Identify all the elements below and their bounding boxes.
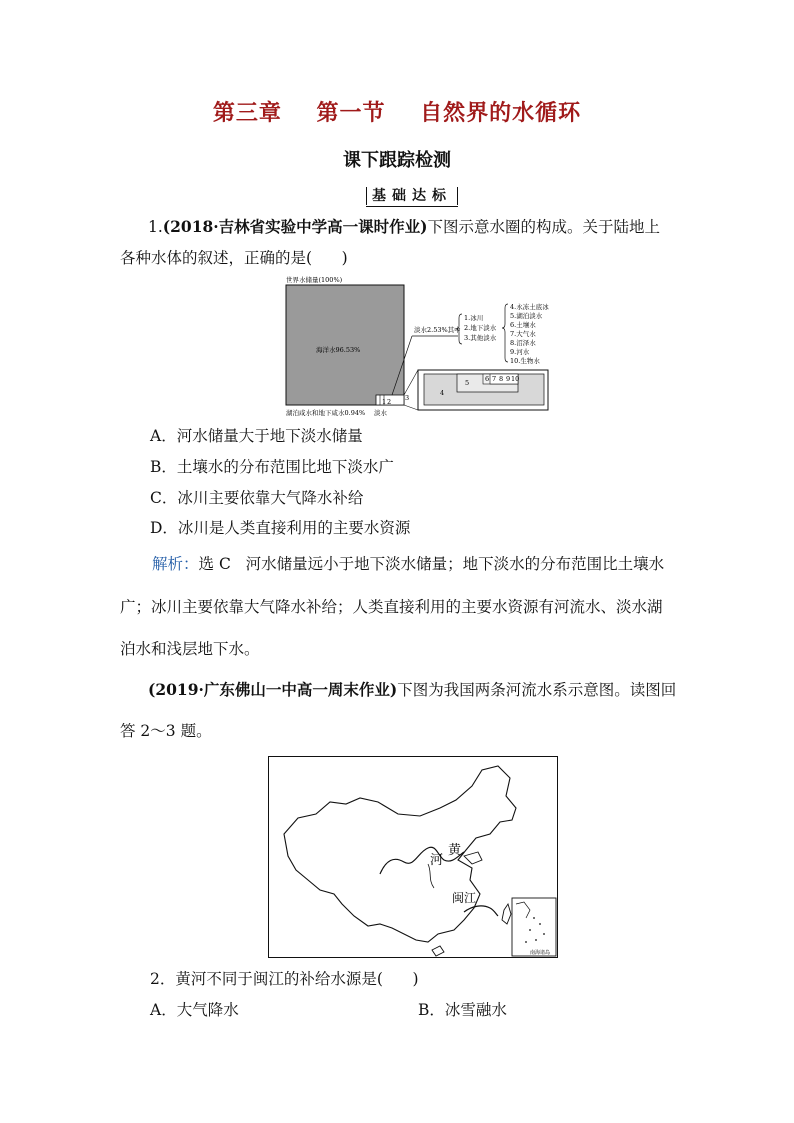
map-label-minjiang: 闽江	[452, 891, 477, 905]
q2-stem: 2．黄河不同于闽江的补给水源是( )	[150, 970, 419, 988]
q1-option-a: A．河水储量大于地下淡水储量	[150, 427, 363, 445]
q1-option-b: B．土壤水的分布范围比地下淡水广	[150, 458, 394, 476]
q1-option-c: C．冰川主要依靠大气降水补给	[150, 489, 364, 507]
fig-mid-1: 1.冰川	[464, 314, 484, 322]
fig-right-7: 7.大气水	[510, 330, 536, 338]
page-subtitle: 课下跟踪检测	[343, 150, 451, 171]
fig-num-5: 5	[465, 379, 470, 387]
q1-analysis-line1	[152, 549, 664, 579]
fig-ocean-label: 海洋水96.53%	[316, 346, 361, 354]
page-title: 第三章 第一节 自然界的水循环	[212, 100, 582, 126]
q1-option-d: D．冰川是人类直接利用的主要水资源	[150, 519, 411, 537]
group-intro-text: 下图为我国两条河流水系示意图。读图回	[397, 681, 677, 699]
china-river-map	[268, 756, 558, 958]
section-badge-label: 基础达标	[372, 188, 452, 204]
hydrosphere-figure	[280, 274, 550, 416]
analysis-text-1: 选 C 河水储量远小于地下淡水储量；地下淡水的分布范围比土壤水	[198, 555, 665, 573]
fig-saline-label: 湖泊咸水和地下咸水0.94%	[286, 409, 366, 416]
fig-mid-3: 3.其他淡水	[464, 334, 497, 342]
badge-underline	[366, 206, 458, 207]
group-intro-line2: 答 2～3 题。	[120, 722, 212, 740]
map-label-huang: 黄	[448, 843, 462, 858]
section-badge	[366, 186, 458, 206]
fig-num-2: 2	[387, 398, 392, 406]
fig-mid-2: 2.地下淡水	[464, 324, 497, 332]
fig-num-8: 8	[499, 375, 504, 383]
analysis-label: 解析：	[152, 555, 199, 573]
q1-stem-line2: 各种水体的叙述，正确的是( )	[120, 249, 348, 267]
q1-source: (2018·吉林省实验中学高一课时作业)	[162, 217, 428, 236]
q1-analysis-line3: 泊水和浅层地下水。	[120, 640, 260, 658]
fig-fresh-bracket: 淡水2.53%其中	[414, 326, 461, 334]
fig-right-10: 10.生物水	[510, 357, 540, 365]
fig-right-5: 5.湖泊淡水	[510, 312, 543, 320]
q1-number: 1.	[148, 218, 163, 236]
south-china-sea-inset	[512, 898, 556, 956]
group-intro-line1	[148, 675, 708, 705]
q1-stem-text: 下图示意水圈的构成。关于陆地上	[427, 218, 661, 236]
fig-num-1: 1	[382, 398, 387, 406]
fig-num-4: 4	[440, 389, 445, 397]
fig-num-9: 9	[506, 375, 511, 383]
fig-right-6: 6.土壤水	[510, 321, 536, 329]
q1-analysis-line2: 广；冰川主要依靠大气降水补给；人类直接利用的主要水资源有河流水、淡水湖	[120, 598, 663, 616]
ocean-box	[286, 285, 404, 405]
fig-num-3: 3	[405, 394, 410, 402]
fig-top-label: 世界水储量(100%)	[286, 276, 343, 284]
fig-fresh-bottom: 淡水	[374, 409, 387, 416]
q2-option-b: B．冰雪融水	[418, 1001, 507, 1019]
group-source: (2019·广东佛山一中高一周末作业)	[148, 680, 398, 699]
fig-num-10: 10	[511, 375, 520, 383]
fig-num-7: 7	[492, 375, 497, 383]
fig-right-8: 8.沼泽水	[510, 339, 536, 347]
fig-right-4: 4.永冻土底冰	[510, 303, 549, 311]
q2-option-a: A．大气降水	[150, 1001, 239, 1019]
map-label-he: 河	[430, 853, 444, 868]
fig-num-6: 6	[485, 375, 490, 383]
inset-label: 南海诸岛	[530, 950, 551, 956]
q1-stem-line1	[148, 212, 708, 242]
fig-right-9: 9.河水	[510, 348, 530, 356]
